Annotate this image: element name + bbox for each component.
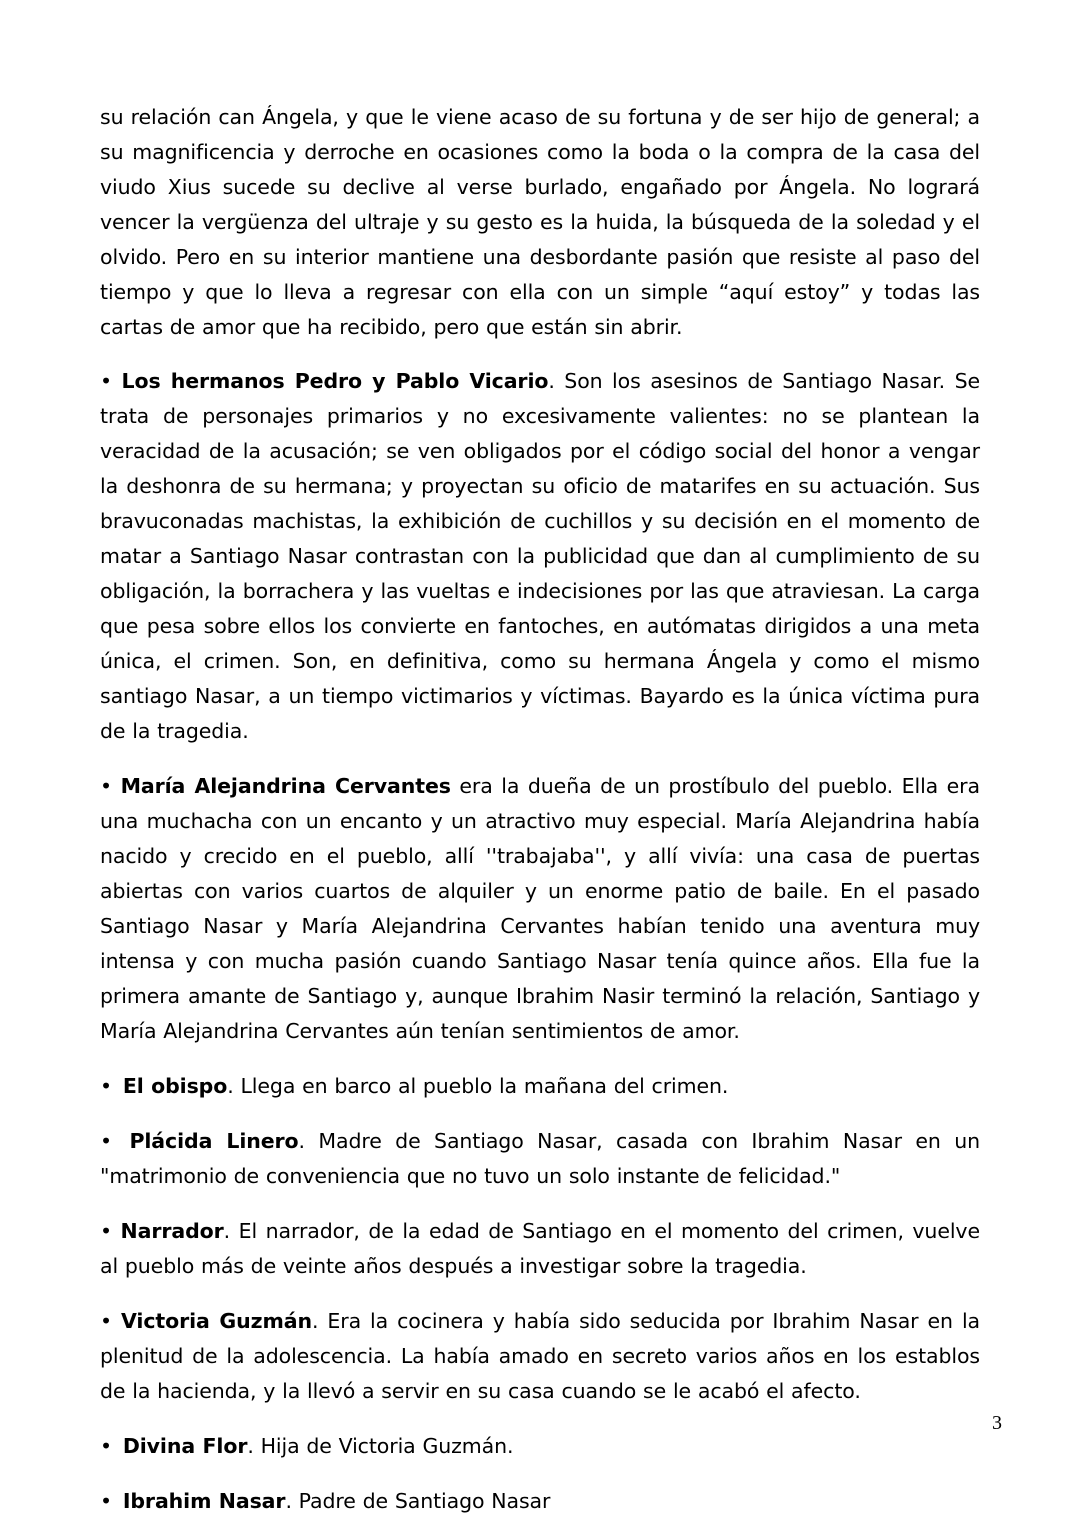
paragraph-body: . Madre de Santiago Nasar, casada con Ibrahim Nasar en un "matrimonio de conveniencia que no tuvo un solo instante de felicidad." [100, 1129, 980, 1188]
character-name: El obispo [122, 1074, 228, 1098]
list-item-victoria-guzman [100, 1304, 980, 1409]
character-name: Los hermanos Pedro y Pablo Vicario [121, 369, 549, 393]
paragraph-body: . Son los asesinos de Santiago Nasar. Se trata de personajes primarios y no excesivamente valientes: no se plantean la veracidad de la acusación; se ven obligados por el código social del honor a vengar la deshonra de su hermana; y proyectan su oficio de matarifes en su actuación. Sus bravuconadas machistas, la exhibición de cuchillos y su decisión en el momento de matar a Santiago Nasar contrastan con la publicidad que dan al cumplimiento de su obligación, la borrachera y las vueltas e indecisiones por las que atraviesan. La carga que pesa sobre ellos los convierte en fantoches, en autómatas dirigidos a una meta única, el crimen. Son, en definitiva, como su hermana Ángela y como el mismo santiago Nasar, a un tiempo victimarios y víctimas. Bayardo es la única víctima pura de la tragedia. [100, 369, 980, 743]
character-name: María Alejandrina Cervantes [120, 774, 451, 798]
paragraph-body: . Padre de Santiago Nasar [285, 1489, 551, 1513]
bullet-icon: • [100, 1309, 112, 1333]
paragraph-body: . Hija de Victoria Guzmán. [247, 1434, 514, 1458]
character-name: Plácida Linero [129, 1129, 299, 1153]
character-name: Ibrahim Nasar [122, 1489, 286, 1513]
paragraph-body: era la dueña de un prostíbulo del pueblo. Ella era una muchacha con un encanto y un atractivo muy especial. María Alejandrina había nacido y crecido en el pueblo, allí ''trabajaba'', y allí vivía: una casa de puertas abiertas con varios cuartos de alquiler y un enorme patio de baile. En el pasado Santiago Nasar y María Alejandrina Cervantes habían tenido una aventura muy intensa y con mucha pasión cuando Santiago Nasar tenía quince años. Ella fue la primera amante de Santiago y, aunque Ibrahim Nasir terminó la relación, Santiago y María Alejandrina Cervantes aún tenían sentimientos de amor. [100, 774, 980, 1043]
bullet-icon: • [100, 1489, 112, 1513]
list-item-divina-flor [100, 1429, 980, 1464]
list-item-pedro-y-pablo-vicario [100, 364, 980, 749]
character-name: Victoria Guzmán [121, 1309, 312, 1333]
list-item-maria-alejandrina-cervantes [100, 769, 980, 1049]
character-name: Divina Flor [122, 1434, 248, 1458]
list-item-narrador [100, 1214, 980, 1284]
bullet-icon: • [100, 369, 112, 393]
list-item-ibrahim-nasar [100, 1484, 980, 1519]
list-item-el-obispo [100, 1069, 980, 1104]
paragraph-body: su relación can Ángela, y que le viene acaso de su fortuna y de ser hijo de general; a su magnificencia y derroche en ocasiones como la boda o la compra de la casa del viudo Xius sucede su declive al verse burlado, engañado por Ángela. No logrará vencer la vergüenza del ultraje y su gesto es la huida, la búsqueda de la soledad y el olvido. Pero en su interior mantiene una desbordante pasión que resiste al paso del tiempo y que lo lleva a regresar con ella con un simple “aquí estoy” y todas las cartas de amor que ha recibido, pero que están sin abrir. [100, 105, 980, 339]
bullet-icon: • [100, 1219, 112, 1243]
paragraph-body: . Llega en barco al pueblo la mañana del crimen. [227, 1074, 729, 1098]
paragraph-body: . Era la cocinera y había sido seducida por Ibrahim Nasar en la plenitud de la adolescencia. La había amado en secreto varios años en los establos de la hacienda, y la llevó a servir en su casa cuando se le acabó el afecto. [100, 1309, 981, 1403]
character-name: Narrador [120, 1219, 224, 1243]
bullet-icon: • [100, 1074, 112, 1098]
bullet-icon: • [100, 1434, 112, 1458]
paragraph-body: . El narrador, de la edad de Santiago en el momento del crimen, vuelve al pueblo más de veinte años después a investigar sobre la tragedia. [100, 1219, 980, 1278]
list-item-placida-linero [100, 1124, 980, 1194]
bullet-icon: • [100, 1129, 112, 1153]
page-number: 3 [992, 1412, 1002, 1434]
paragraph-continuation [100, 100, 980, 345]
document-body [100, 100, 980, 1519]
bullet-icon: • [100, 774, 112, 798]
